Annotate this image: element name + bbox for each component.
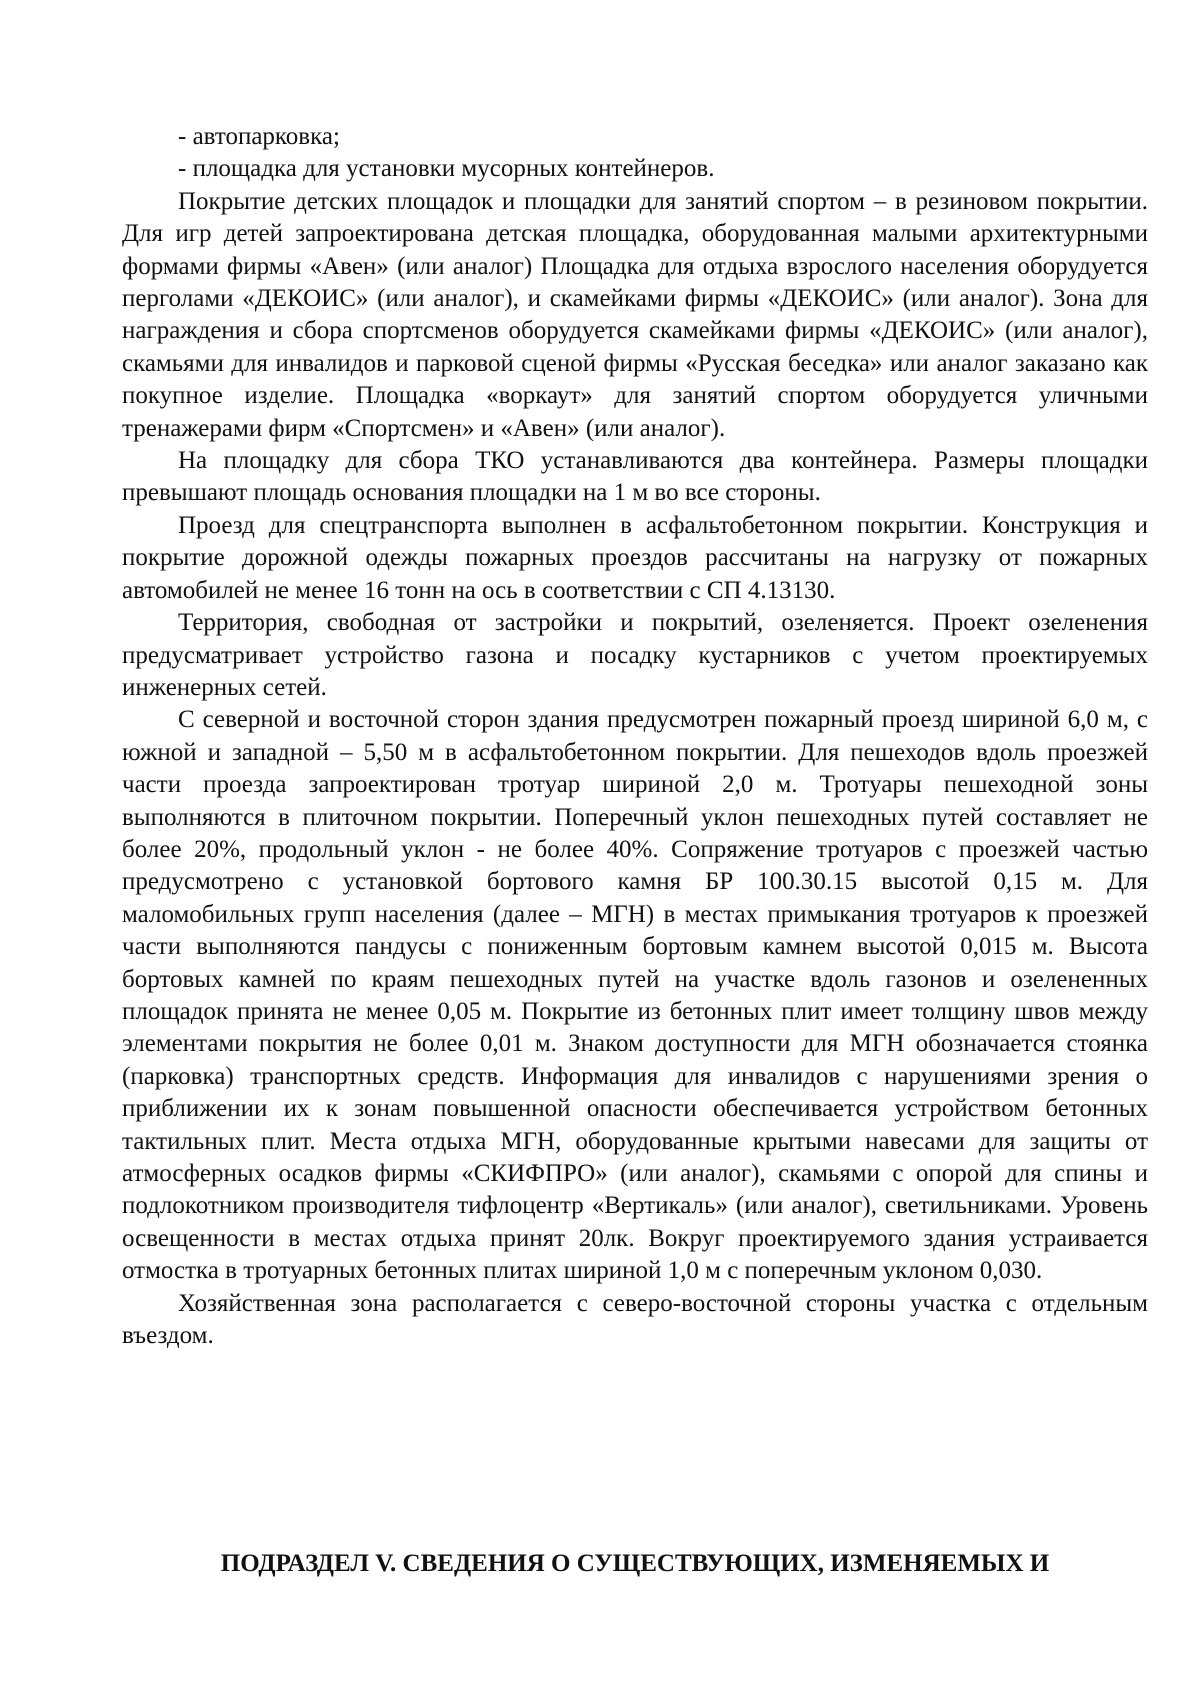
paragraph-fire-access-road: Проезд для спецтранспорта выполнен в асфальтобетонном покрытии. Конструкция и покрытие дорожной одежды пожарных проездов рассчитаны на нагрузку от пожарных автомобилей не менее 16 тонн на ось в соответствии с СП 4.13130.	[122, 511, 1148, 604]
document-body	[122, 121, 1148, 1352]
paragraph-waste-containers: На площадку для сбора ТКО устанавливаются два контейнера. Размеры площадки превышают площадь основания площадки на 1 м во все стороны.	[122, 447, 1148, 507]
list-item-waste-site: - площадка для установки мусорных контейнеров.	[178, 155, 715, 183]
paragraph-pedestrian-paths: С северной и восточной сторон здания предусмотрен пожарный проезд шириной 6,0 м, с южной и западной – 5,50 м в асфальтобетонном покрытии. Для пешеходов вдоль проезжей части проезда запроектирован тротуар шириной 2,0 м. Тротуары пешеходной зоны выполняются в плиточном покрытии. Поперечный уклон пешеходных путей составляет не более 20%, продольный уклон - не более 40%. Сопряжение тротуаров с проезжей частью предусмотрено с установкой бортового камня БР 100.30.15 высотой 0,15 м. Для маломобильных групп населения (далее – МГН) в местах примыкания тротуаров к проезжей части выполняются пандусы с пониженным бортовым камнем высотой 0,015 м. Высота бортовых камней по краям пешеходных путей на участке вдоль газонов и озелененных площадок принята не менее 0,05 м. Покрытие из бетонных плит имеет толщину швов между элементами покрытия не более 0,01 м. Знаком доступности для МГН обозначается стоянка (парковка) транспортных средств. Информация для инвалидов с нарушениями зрения о приближении их к зонам повышенной опасности обеспечивается устройством бетонных тактильных плит. Места отдыха МГН, оборудованные крытыми навесами для защиты от атмосферных осадков фирмы «СКИФПРО» (или аналог), скамьями с опорой для спины и подлокотником производителя тифлоцентр «Вертикаль» (или аналог), светильниками. Уровень освещенности в местах отдыха принят 20лк. Вокруг проектируемого здания устраивается отмостка в тротуарных бетонных плитах шириной 1,0 м с поперечным уклоном 0,030.	[122, 706, 1148, 1285]
paragraph-playground-coverage: Покрытие детских площадок и площадки для занятий спортом – в резиновом покрытии. Для игр детей запроектирована детская площадка, оборудованная малыми архитектурными формами фирмы «Авен» (или аналог) Площадка для отдыха взрослого населения оборудуется перголами «ДЕКОИС» (или аналог), и скамейками фирмы «ДЕКОИС» (или аналог). Зона для награждения и сбора спортсменов оборудуется скамейками фирмы «ДЕКОИС» (или аналог), скамьями для инвалидов и парковой сценой фирмы «Русская беседка» или аналог заказано как покупное изделие. Площадка «воркаут» для занятий спортом оборудуется уличными тренажерами фирм «Спортсмен» и «Авен» (или аналог).	[122, 187, 1148, 442]
paragraph-landscaping: Территория, свободная от застройки и покрытий, озеленяется. Проект озеленения предусматривает устройство газона и посадку кустарников с учетом проектируемых инженерных сетей.	[122, 609, 1148, 701]
paragraph-utility-zone: Хозяйственная зона располагается с северо-восточной стороны участка с отдельным въездом.	[122, 1289, 1148, 1350]
section-heading: ПОДРАЗДЕЛ V. СВЕДЕНИЯ О СУЩЕСТВУЮЩИХ, ИЗМЕНЯЕМЫХ И	[220, 1550, 1050, 1577]
list-item-parking: - автопарковка;	[178, 123, 340, 150]
